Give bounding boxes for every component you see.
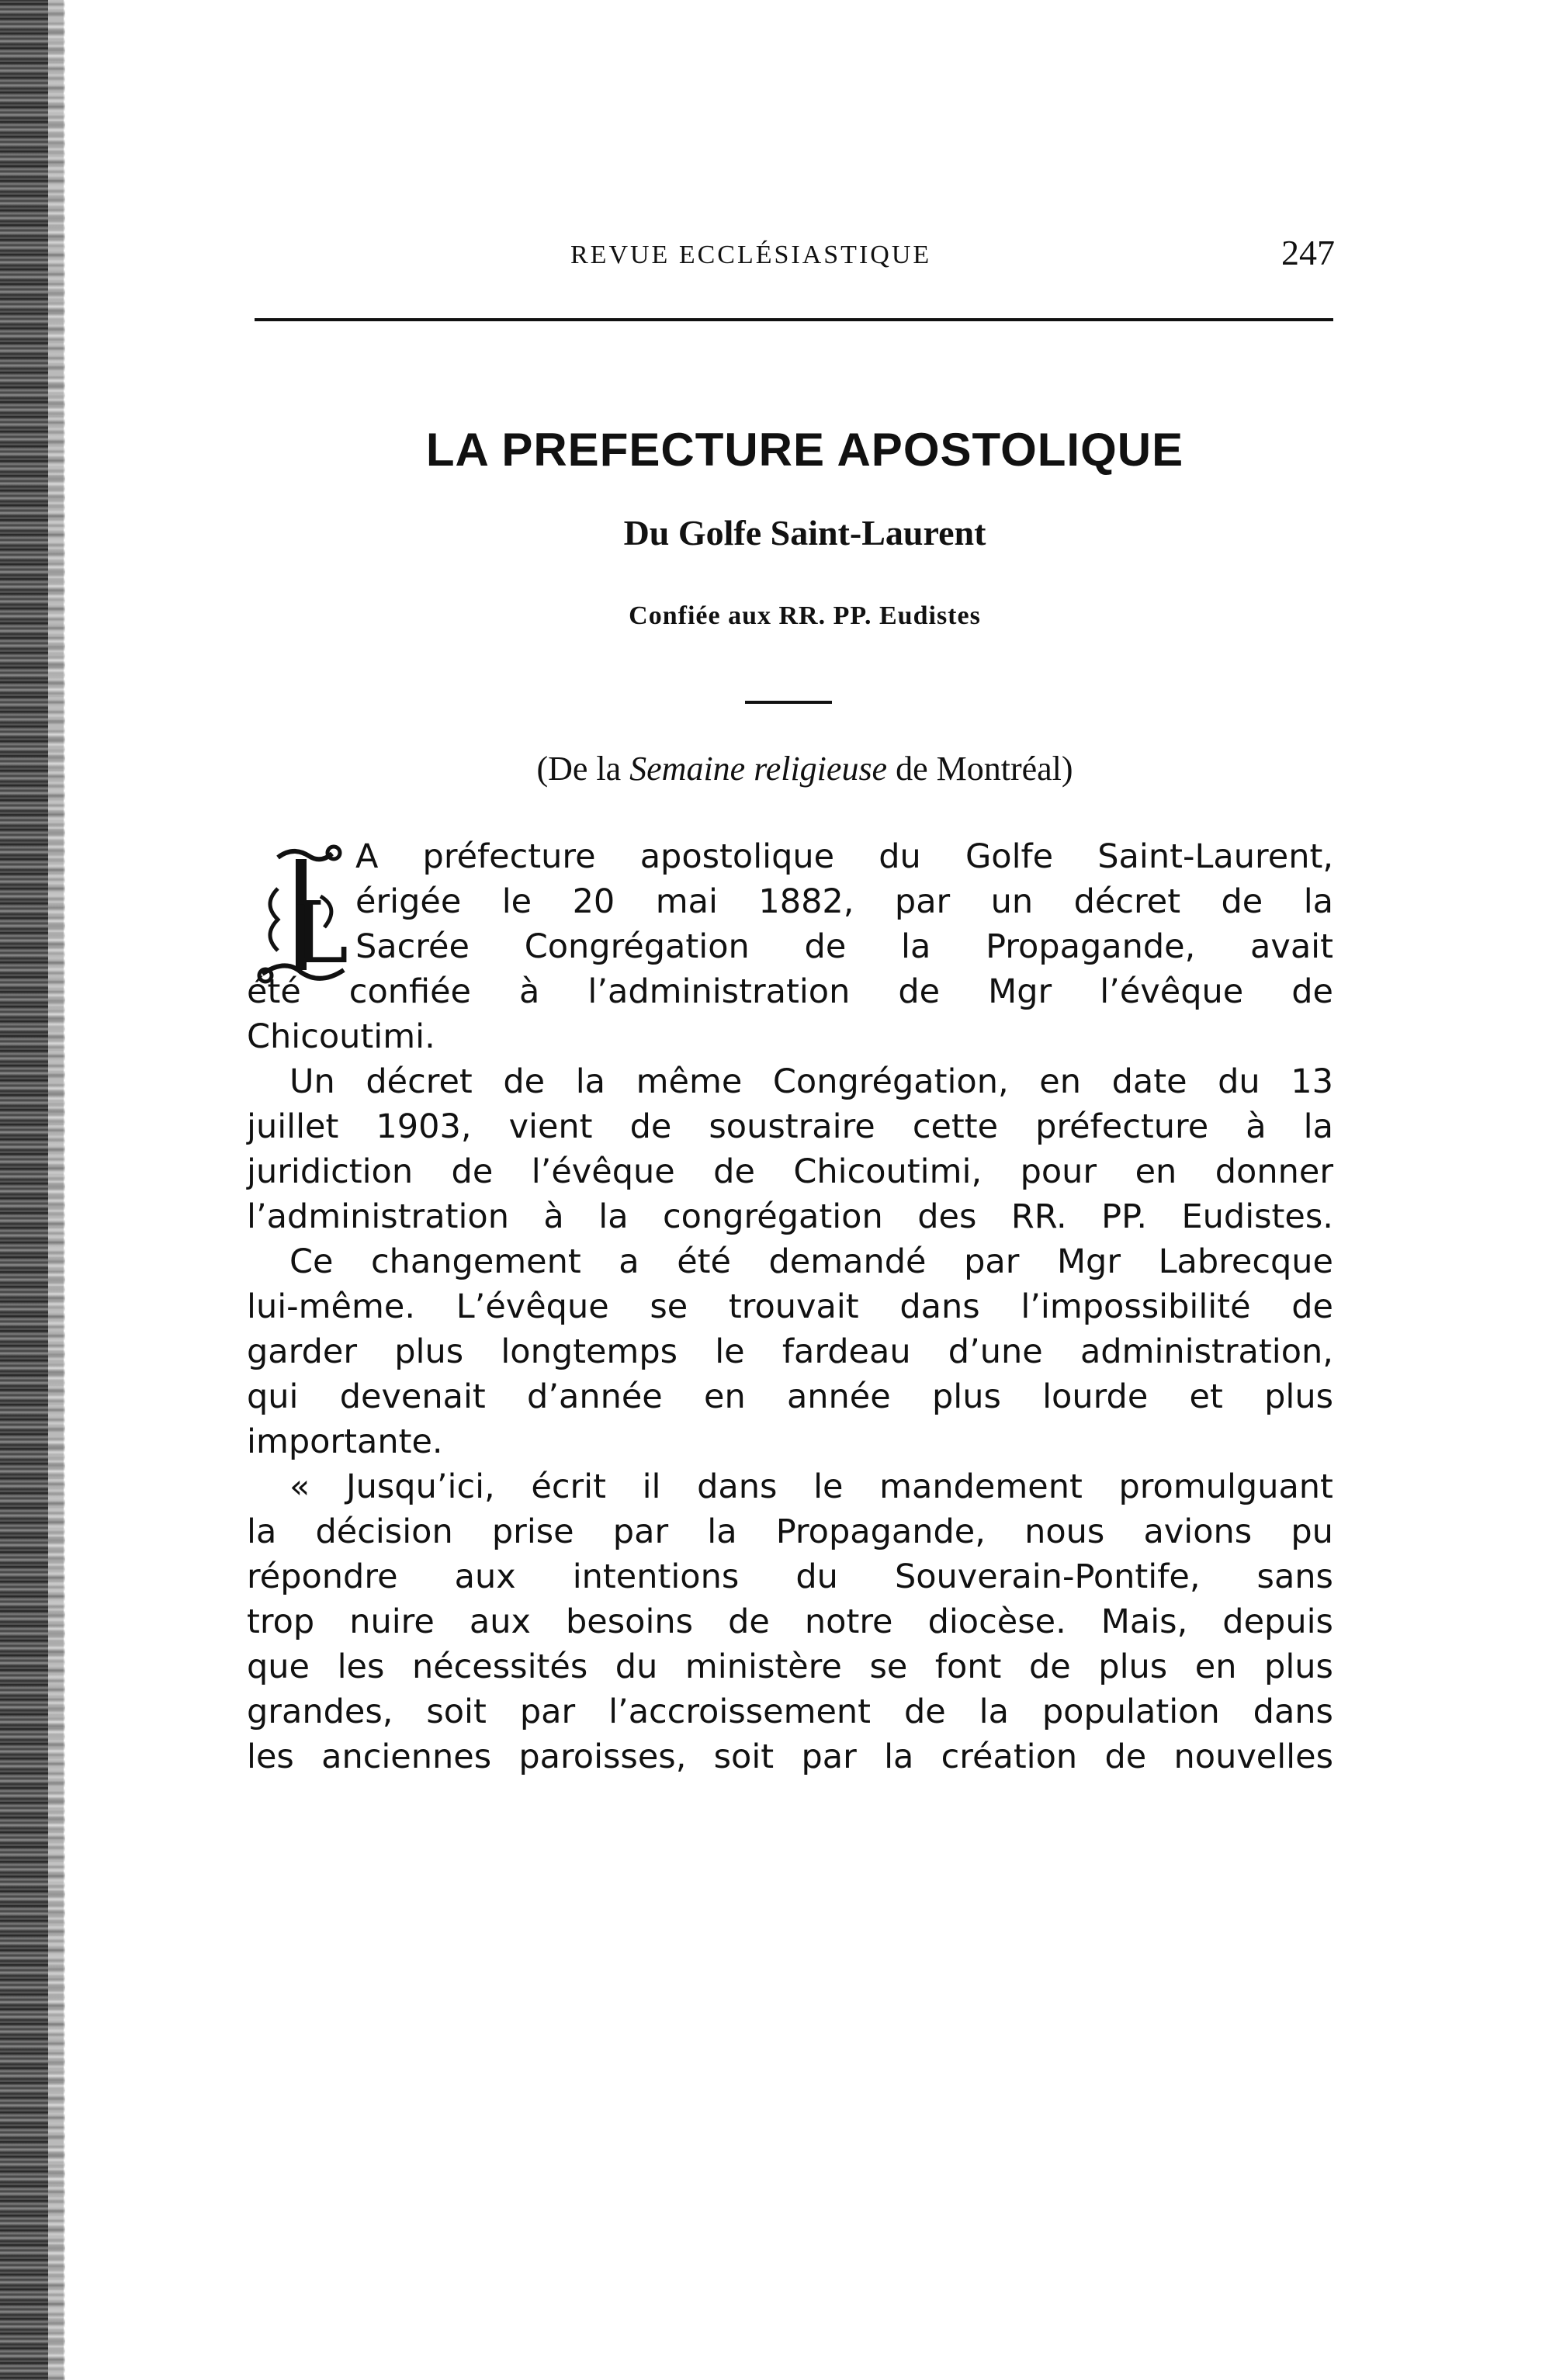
word: de: [1028, 1647, 1071, 1686]
word: de: [1221, 882, 1263, 921]
text-line: [247, 1014, 1333, 1059]
word: se: [869, 1647, 908, 1686]
text-line: [247, 1374, 1333, 1419]
word: les: [337, 1647, 385, 1686]
word: besoins: [566, 1602, 694, 1641]
page-number: 247: [1281, 233, 1335, 272]
article-title: LA PREFECTURE APOSTOLIQUE: [425, 424, 1184, 476]
text-line: [247, 1689, 1333, 1734]
word: la: [247, 1512, 277, 1551]
word: la: [979, 1692, 1009, 1731]
word: mandement: [879, 1467, 1083, 1506]
text-line: [247, 1104, 1333, 1149]
word: Saint-Laurent,: [1097, 837, 1333, 876]
section-rule: [745, 701, 832, 704]
word: du: [615, 1647, 658, 1686]
word: demandé: [768, 1242, 927, 1281]
word: donner: [1215, 1152, 1333, 1191]
word: la: [707, 1512, 737, 1551]
word: nuire: [349, 1602, 435, 1641]
word: A: [355, 837, 379, 876]
text-line: [247, 924, 1333, 969]
word: longtemps: [501, 1332, 678, 1371]
text-line: [247, 1239, 1333, 1284]
word: dans: [697, 1467, 778, 1506]
word: confiée: [348, 972, 471, 1011]
word: l’administration: [587, 972, 851, 1011]
word: dans: [1253, 1692, 1333, 1731]
word: plus: [394, 1332, 464, 1371]
word: Congrégation: [524, 927, 750, 966]
word: en: [1039, 1062, 1081, 1101]
word: nous: [1024, 1512, 1105, 1551]
word: paroisses,: [518, 1737, 687, 1776]
word: par: [519, 1692, 576, 1731]
word: de: [804, 927, 847, 966]
word: nouvelles: [1173, 1737, 1333, 1776]
word: juridiction: [247, 1152, 414, 1191]
page-header: [248, 233, 1335, 283]
word: Congrégation,: [772, 1062, 1009, 1101]
running-title: REVUE ECCLÉSIASTIQUE: [570, 241, 932, 269]
word: de: [629, 1107, 672, 1146]
word: devenait: [339, 1377, 486, 1416]
word: 1882,: [758, 882, 854, 921]
word: font: [934, 1647, 1002, 1686]
word: création: [941, 1737, 1078, 1776]
word: l’évêque: [531, 1152, 675, 1191]
word: qui: [247, 1377, 299, 1416]
word: lui-même.: [247, 1287, 416, 1326]
word: à: [519, 972, 540, 1011]
word: de: [1291, 1287, 1333, 1326]
article-body: [247, 834, 1333, 1779]
word: plus: [931, 1377, 1001, 1416]
word: soit: [426, 1692, 487, 1731]
word: «: [289, 1467, 310, 1506]
word: pour: [1020, 1152, 1097, 1191]
word: par: [612, 1512, 669, 1551]
word: l’accroissement: [608, 1692, 872, 1731]
word: Ce: [289, 1242, 334, 1281]
word: l’évêque: [1100, 972, 1244, 1011]
word: 13: [1291, 1062, 1333, 1101]
word: d’année: [527, 1377, 663, 1416]
word: la: [884, 1737, 914, 1776]
word: importante.: [247, 1422, 443, 1461]
word: plus: [1264, 1377, 1333, 1416]
word: aux: [454, 1557, 516, 1596]
word: grandes,: [247, 1692, 393, 1731]
word: les: [247, 1737, 294, 1776]
text-line: [247, 1149, 1333, 1194]
word: pu: [1291, 1512, 1333, 1551]
text-line: [247, 834, 1333, 879]
word: Sacrée: [355, 927, 470, 966]
word: la: [1303, 882, 1333, 921]
word: Mais,: [1100, 1602, 1188, 1641]
word: de: [503, 1062, 546, 1101]
word: Chicoutimi,: [793, 1152, 983, 1191]
word: population: [1041, 1692, 1220, 1731]
word: Golfe: [965, 837, 1054, 876]
word: Eudistes.: [1181, 1197, 1333, 1236]
word: de: [1291, 972, 1333, 1011]
word: il: [642, 1467, 661, 1506]
word: le: [813, 1467, 844, 1506]
word: changement: [371, 1242, 581, 1281]
word: 20: [572, 882, 615, 921]
text-line: [247, 1509, 1333, 1554]
word: des: [917, 1197, 977, 1236]
word: vient: [508, 1107, 593, 1146]
word: de: [713, 1152, 755, 1191]
word: été: [677, 1242, 731, 1281]
word: un: [990, 882, 1034, 921]
word: le: [715, 1332, 745, 1371]
word: trouvait: [728, 1287, 859, 1326]
word: Propagande,: [986, 927, 1196, 966]
word: décision: [315, 1512, 453, 1551]
word: ministère: [684, 1647, 842, 1686]
source-suffix: de Montréal): [887, 750, 1073, 788]
word: de: [898, 972, 941, 1011]
word: 1903,: [376, 1107, 472, 1146]
word: Chicoutimi.: [247, 1017, 435, 1056]
word: depuis: [1222, 1602, 1333, 1641]
word: décret: [1073, 882, 1181, 921]
word: avions: [1143, 1512, 1253, 1551]
word: l’administration: [247, 1197, 509, 1236]
word: avait: [1250, 927, 1333, 966]
word: été: [247, 972, 301, 1011]
word: par: [964, 1242, 1020, 1281]
word: de: [728, 1602, 770, 1641]
text-line: [247, 1194, 1333, 1239]
word: promulguant: [1118, 1467, 1333, 1506]
word: la: [575, 1062, 606, 1101]
word: RR.: [1010, 1197, 1067, 1236]
word: par: [801, 1737, 857, 1776]
word: Propagande,: [775, 1512, 986, 1551]
word: à: [543, 1197, 564, 1236]
word: de: [1104, 1737, 1147, 1776]
word: en: [1135, 1152, 1177, 1191]
svg-text:L: L: [292, 883, 349, 982]
word: d’une: [948, 1332, 1043, 1371]
word: plus: [1264, 1647, 1333, 1686]
word: par: [894, 882, 951, 921]
word: plus: [1098, 1647, 1168, 1686]
word: et: [1189, 1377, 1223, 1416]
word: trop: [247, 1602, 315, 1641]
word: lourde: [1042, 1377, 1149, 1416]
word: notre: [804, 1602, 893, 1641]
word: soustraire: [709, 1107, 875, 1146]
word: prise: [491, 1512, 574, 1551]
text-line: [247, 1734, 1333, 1779]
word: que: [247, 1647, 310, 1686]
text-line: [247, 1464, 1333, 1509]
word: anciennes: [321, 1737, 492, 1776]
word: sans: [1256, 1557, 1333, 1596]
word: aux: [469, 1602, 531, 1641]
word: le: [501, 882, 532, 921]
word: congrégation: [663, 1197, 883, 1236]
word: administration,: [1080, 1332, 1333, 1371]
word: en: [704, 1377, 746, 1416]
word: PP.: [1101, 1197, 1148, 1236]
text-line: [247, 1059, 1333, 1104]
word: dans: [899, 1287, 980, 1326]
word: Mgr: [988, 972, 1052, 1011]
article-subtitle: Du Golfe Saint-Laurent: [623, 513, 986, 553]
text-line: [247, 1554, 1333, 1599]
word: intentions: [572, 1557, 740, 1596]
word: préfecture: [1035, 1107, 1209, 1146]
word: mai: [655, 882, 718, 921]
word: du: [879, 837, 921, 876]
word: du: [795, 1557, 838, 1596]
scan-binding-edge: [0, 0, 64, 2380]
text-line: [247, 969, 1333, 1014]
word: la: [1303, 1107, 1333, 1146]
text-line: [247, 879, 1333, 924]
word: à: [1246, 1107, 1267, 1146]
word: de: [451, 1152, 494, 1191]
word: l’impossibilité: [1021, 1287, 1251, 1326]
word: diocèse.: [927, 1602, 1066, 1641]
word: Jusqu’ici,: [345, 1467, 495, 1506]
text-line: [247, 1284, 1333, 1329]
word: de: [903, 1692, 946, 1731]
text-line: [247, 1419, 1333, 1464]
word: a: [619, 1242, 639, 1281]
header-rule: [255, 318, 1333, 321]
word: garder: [247, 1332, 357, 1371]
word: fardeau: [782, 1332, 911, 1371]
source-prefix: (De la: [536, 750, 630, 788]
word: Un: [289, 1062, 335, 1101]
text-line: [247, 1599, 1333, 1644]
word: décret: [366, 1062, 473, 1101]
word: écrit: [531, 1467, 606, 1506]
text-line: [247, 1329, 1333, 1374]
word: la: [598, 1197, 629, 1236]
word: préfecture: [422, 837, 596, 876]
word: soit: [713, 1737, 775, 1776]
word: L’évêque: [456, 1287, 609, 1326]
word: érigée: [355, 882, 462, 921]
word: date: [1111, 1062, 1187, 1101]
word: cette: [912, 1107, 999, 1146]
article-source: [0, 749, 1563, 788]
word: Mgr: [1056, 1242, 1121, 1281]
article-subtitle-2: Confiée aux RR. PP. Eudistes: [629, 601, 981, 630]
word: se: [650, 1287, 688, 1326]
word: Labrecque: [1158, 1242, 1333, 1281]
word: même: [636, 1062, 743, 1101]
word: répondre: [247, 1557, 398, 1596]
word: année: [786, 1377, 891, 1416]
word: Souverain-Pontife,: [894, 1557, 1201, 1596]
word: juillet: [247, 1107, 339, 1146]
source-publication: Semaine religieuse: [629, 750, 888, 788]
word: apostolique: [639, 837, 835, 876]
word: la: [901, 927, 931, 966]
word: du: [1218, 1062, 1260, 1101]
text-line: [247, 1644, 1333, 1689]
word: nécessités: [411, 1647, 588, 1686]
word: en: [1194, 1647, 1237, 1686]
